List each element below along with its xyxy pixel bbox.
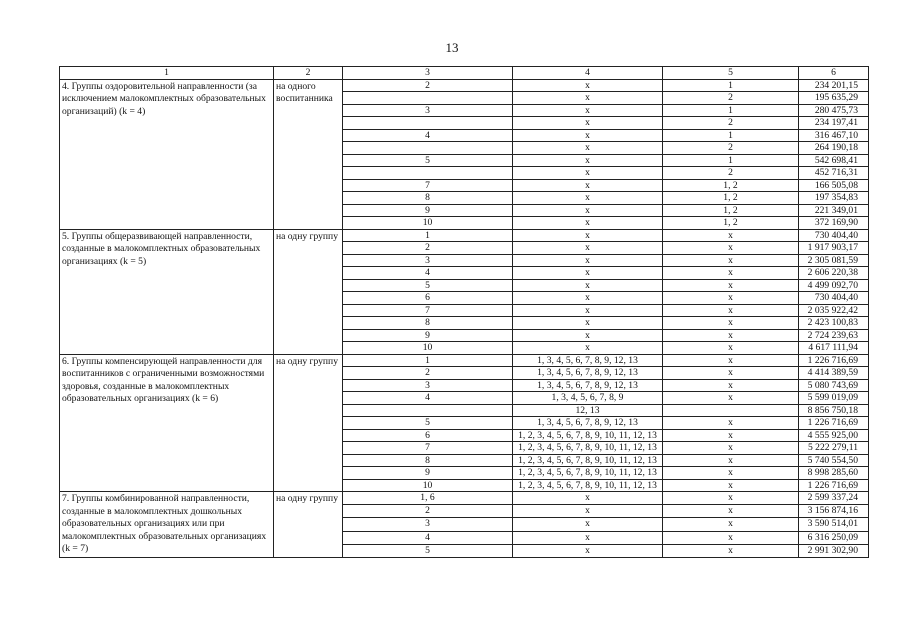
category-cell: 1, 2, 3, 4, 5, 6, 7, 8, 9, 10, 11, 12, 13 <box>513 479 663 492</box>
mode-cell: х <box>663 429 799 442</box>
mode-cell: х <box>663 267 799 280</box>
category-cell: х <box>513 254 663 267</box>
mode-cell: 2 <box>663 92 799 105</box>
category-cell: х <box>513 92 663 105</box>
group-size-cell <box>343 92 513 105</box>
mode-cell: х <box>663 354 799 367</box>
group-size-cell: 8 <box>343 317 513 330</box>
amount-cell: 8 998 285,60 <box>799 467 869 480</box>
mode-cell: х <box>663 392 799 405</box>
category-cell: 1, 2, 3, 4, 5, 6, 7, 8, 9, 10, 11, 12, 13 <box>513 454 663 467</box>
mode-cell: х <box>663 304 799 317</box>
amount-cell: 280 475,73 <box>799 104 869 117</box>
category-cell: х <box>513 544 663 557</box>
category-cell: х <box>513 192 663 205</box>
table-row <box>60 229 869 242</box>
mode-cell: 2 <box>663 117 799 130</box>
unit-of-measure: на одного воспитанника <box>274 79 343 229</box>
group-size-cell: 9 <box>343 204 513 217</box>
mode-cell: х <box>663 367 799 380</box>
unit-of-measure: на одну группу <box>274 492 343 558</box>
amount-cell: 5 599 019,09 <box>799 392 869 405</box>
group-size-cell: 2 <box>343 242 513 255</box>
group-size-cell: 3 <box>343 254 513 267</box>
group-size-cell <box>343 404 513 417</box>
amount-cell: 5 222 279,11 <box>799 442 869 455</box>
mode-cell: х <box>663 254 799 267</box>
group-size-cell <box>343 117 513 130</box>
group-description: 5. Группы общеразвивающей направленности, созданные в малокомплектных образовательных организациях (k = 5) <box>60 229 274 354</box>
group-size-cell: 2 <box>343 367 513 380</box>
mode-cell: х <box>663 242 799 255</box>
amount-cell: 1 226 716,69 <box>799 479 869 492</box>
mode-cell: х <box>663 317 799 330</box>
amount-cell: 8 856 750,18 <box>799 404 869 417</box>
amount-cell: 221 349,01 <box>799 204 869 217</box>
category-cell: х <box>513 279 663 292</box>
table-header-row <box>60 67 869 80</box>
amount-cell: 5 080 743,69 <box>799 379 869 392</box>
mode-cell: 1 <box>663 104 799 117</box>
category-cell: х <box>513 179 663 192</box>
column-header: 6 <box>799 67 869 80</box>
group-size-cell: 5 <box>343 544 513 557</box>
group-size-cell <box>343 167 513 180</box>
category-cell: 1, 2, 3, 4, 5, 6, 7, 8, 9, 10, 11, 12, 13 <box>513 429 663 442</box>
amount-cell: 3 590 514,01 <box>799 518 869 531</box>
category-cell: х <box>513 317 663 330</box>
amount-cell: 2 599 337,24 <box>799 492 869 505</box>
mode-cell: х <box>663 442 799 455</box>
mode-cell: х <box>663 417 799 430</box>
mode-cell: х <box>663 229 799 242</box>
mode-cell: х <box>663 492 799 505</box>
group-description: 7. Группы комбинированной направленности, созданные в малокомплектных дошкольных образовательных организациях или при малокомплектных образовательных организациях (k = 7) <box>60 492 274 558</box>
mode-cell: 1 <box>663 79 799 92</box>
group-size-cell: 1 <box>343 229 513 242</box>
mode-cell: 1, 2 <box>663 204 799 217</box>
group-size-cell: 9 <box>343 329 513 342</box>
group-size-cell: 9 <box>343 467 513 480</box>
amount-cell: 6 316 250,09 <box>799 531 869 544</box>
amount-cell: 1 226 716,69 <box>799 417 869 430</box>
amount-cell: 4 499 092,70 <box>799 279 869 292</box>
group-size-cell: 5 <box>343 279 513 292</box>
mode-cell: х <box>663 479 799 492</box>
column-header: 4 <box>513 67 663 80</box>
amount-cell: 316 467,10 <box>799 129 869 142</box>
mode-cell: х <box>663 329 799 342</box>
mode-cell: 1 <box>663 129 799 142</box>
group-size-cell <box>343 142 513 155</box>
category-cell: х <box>513 129 663 142</box>
group-size-cell: 5 <box>343 154 513 167</box>
mode-cell: 1 <box>663 154 799 167</box>
category-cell: 1, 2, 3, 4, 5, 6, 7, 8, 9, 10, 11, 12, 13 <box>513 467 663 480</box>
category-cell: х <box>513 217 663 230</box>
group-size-cell: 3 <box>343 518 513 531</box>
mode-cell: х <box>663 379 799 392</box>
mode-cell: х <box>663 454 799 467</box>
category-cell: 1, 3, 4, 5, 6, 7, 8, 9, 12, 13 <box>513 417 663 430</box>
amount-cell: 1 917 903,17 <box>799 242 869 255</box>
group-size-cell: 1, 6 <box>343 492 513 505</box>
group-size-cell: 6 <box>343 292 513 305</box>
table-row <box>60 354 869 367</box>
amount-cell: 2 606 220,38 <box>799 267 869 280</box>
category-cell: х <box>513 267 663 280</box>
amount-cell: 166 505,08 <box>799 179 869 192</box>
category-cell: х <box>513 142 663 155</box>
table-row <box>60 492 869 505</box>
mode-cell: 2 <box>663 167 799 180</box>
group-size-cell: 2 <box>343 505 513 518</box>
group-size-cell: 2 <box>343 79 513 92</box>
mode-cell: х <box>663 467 799 480</box>
mode-cell: 1, 2 <box>663 217 799 230</box>
mode-cell: 1, 2 <box>663 179 799 192</box>
category-cell: х <box>513 531 663 544</box>
mode-cell: х <box>663 292 799 305</box>
group-size-cell: 7 <box>343 304 513 317</box>
amount-cell: 234 197,41 <box>799 117 869 130</box>
category-cell: х <box>513 229 663 242</box>
category-cell: х <box>513 204 663 217</box>
category-cell: х <box>513 117 663 130</box>
amount-cell: 2 423 100,83 <box>799 317 869 330</box>
category-cell: х <box>513 154 663 167</box>
amount-cell: 234 201,15 <box>799 79 869 92</box>
group-size-cell: 4 <box>343 267 513 280</box>
category-cell: 1, 3, 4, 5, 6, 7, 8, 9, 12, 13 <box>513 379 663 392</box>
group-size-cell: 5 <box>343 417 513 430</box>
amount-cell: 4 617 111,94 <box>799 342 869 355</box>
category-cell: 1, 2, 3, 4, 5, 6, 7, 8, 9, 10, 11, 12, 13 <box>513 442 663 455</box>
unit-of-measure: на одну группу <box>274 229 343 354</box>
column-header: 1 <box>60 67 274 80</box>
category-cell: 12, 13 <box>513 404 663 417</box>
group-size-cell: 10 <box>343 217 513 230</box>
group-size-cell: 8 <box>343 454 513 467</box>
mode-cell: х <box>663 279 799 292</box>
mode-cell: 1, 2 <box>663 192 799 205</box>
category-cell: х <box>513 242 663 255</box>
group-size-cell: 7 <box>343 442 513 455</box>
group-description: 6. Группы компенсирующей направленности для воспитанников с ограниченными возможностями здоровья, созданные в малокомплектных образовательных организациях (k = 6) <box>60 354 274 492</box>
category-cell: х <box>513 492 663 505</box>
mode-cell: х <box>663 342 799 355</box>
amount-cell: 2 724 239,63 <box>799 329 869 342</box>
mode-cell: х <box>663 505 799 518</box>
column-header: 2 <box>274 67 343 80</box>
category-cell: х <box>513 505 663 518</box>
column-header: 5 <box>663 67 799 80</box>
amount-cell: 4 555 925,00 <box>799 429 869 442</box>
group-size-cell: 6 <box>343 429 513 442</box>
amount-cell: 2 035 922,42 <box>799 304 869 317</box>
category-cell: 1, 3, 4, 5, 6, 7, 8, 9, 12, 13 <box>513 354 663 367</box>
amount-cell: 542 698,41 <box>799 154 869 167</box>
amount-cell: 730 404,40 <box>799 292 869 305</box>
cost-table <box>59 66 869 558</box>
amount-cell: 452 716,31 <box>799 167 869 180</box>
page-number: 13 <box>445 40 459 55</box>
amount-cell: 5 740 554,50 <box>799 454 869 467</box>
mode-cell: х <box>663 518 799 531</box>
group-size-cell: 3 <box>343 104 513 117</box>
category-cell: х <box>513 79 663 92</box>
mode-cell: х <box>663 544 799 557</box>
column-header: 3 <box>343 67 513 80</box>
category-cell: 1, 3, 4, 5, 6, 7, 8, 9, 12, 13 <box>513 367 663 380</box>
group-description: 4. Группы оздоровительной направленности (за исключением малокомплектных образовательных организаций) (k = 4) <box>60 79 274 229</box>
unit-of-measure: на одну группу <box>274 354 343 492</box>
group-size-cell: 7 <box>343 179 513 192</box>
category-cell: х <box>513 304 663 317</box>
amount-cell: 195 635,29 <box>799 92 869 105</box>
group-size-cell: 10 <box>343 479 513 492</box>
category-cell: х <box>513 342 663 355</box>
amount-cell: 197 354,83 <box>799 192 869 205</box>
category-cell: х <box>513 518 663 531</box>
mode-cell: х <box>663 531 799 544</box>
mode-cell: 2 <box>663 142 799 155</box>
category-cell: х <box>513 329 663 342</box>
amount-cell: 264 190,18 <box>799 142 869 155</box>
mode-cell <box>663 404 799 417</box>
amount-cell: 2 305 081,59 <box>799 254 869 267</box>
group-size-cell: 1 <box>343 354 513 367</box>
category-cell: х <box>513 292 663 305</box>
group-size-cell: 4 <box>343 531 513 544</box>
amount-cell: 4 414 389,59 <box>799 367 869 380</box>
amount-cell: 730 404,40 <box>799 229 869 242</box>
group-size-cell: 4 <box>343 392 513 405</box>
table-row <box>60 79 869 92</box>
group-size-cell: 8 <box>343 192 513 205</box>
amount-cell: 1 226 716,69 <box>799 354 869 367</box>
amount-cell: 2 991 302,90 <box>799 544 869 557</box>
amount-cell: 372 169,90 <box>799 217 869 230</box>
group-size-cell: 3 <box>343 379 513 392</box>
category-cell: 1, 3, 4, 5, 6, 7, 8, 9 <box>513 392 663 405</box>
amount-cell: 3 156 874,16 <box>799 505 869 518</box>
group-size-cell: 10 <box>343 342 513 355</box>
category-cell: х <box>513 167 663 180</box>
category-cell: х <box>513 104 663 117</box>
group-size-cell: 4 <box>343 129 513 142</box>
